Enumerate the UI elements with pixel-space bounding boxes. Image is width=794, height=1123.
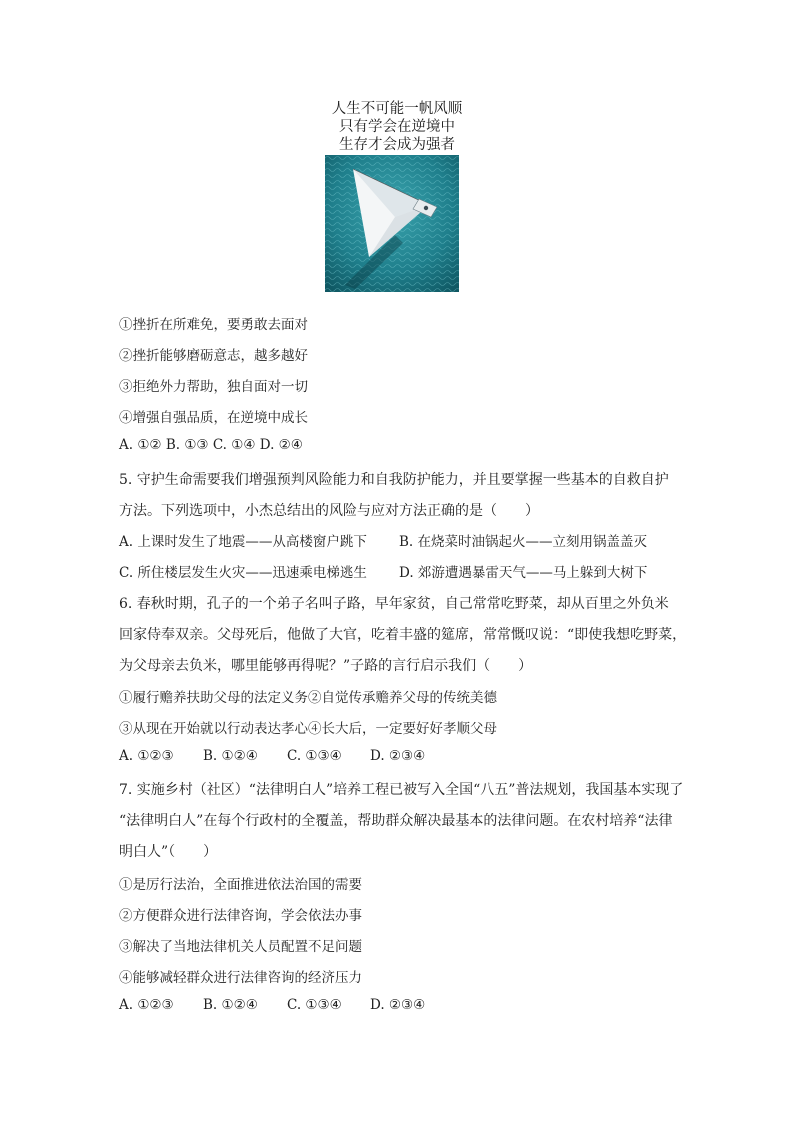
poem-line: 生存才会成为强者 [339,137,455,153]
q5-option-d: D. 郊游遭遇暴雷天气——马上躲到大树下 [399,565,648,581]
q7-option-d: D. ②③④ [370,997,426,1013]
q5-option-c: C. 所住楼层发生火灾——迅速乘电梯逃生 [119,565,367,581]
q4-options: A. ①② B. ①③ C. ①④ D. ②④ [119,437,303,453]
q6-option-d: D. ②③④ [370,748,426,764]
q7-option-c: C. ①③④ [287,997,342,1013]
q7-statement: ③解决了当地法律机关人员配置不足问题 [119,939,362,955]
q6-stem: 回家侍奉双亲。父母死后，他做了大官，吃着丰盛的筵席，常常慨叹说：“即使我想吃野菜， [119,627,687,643]
q6-stem: 6. 春秋时期，孔子的一个弟子名叫子路，早年家贫，自己常常吃野菜，却从百里之外负米 [119,596,669,612]
q7-statement: ④能够减轻群众进行法律咨询的经济压力 [119,970,362,986]
q5-option-b: B. 在烧菜时油锅起火——立刻用锅盖盖灭 [399,534,648,550]
poem-line: 人生不可能一帆风顺 [331,101,463,117]
q6-option-c: C. ①③④ [287,748,342,764]
q6-statement: ①履行赡养扶助父母的法定义务②自觉传承赡养父母的传统美德 [119,690,497,706]
q4-statement: ①挫折在所难免，要勇敢去面对 [119,317,308,333]
q5-stem: 方法。下列选项中，小杰总结出的风险与应对方法正确的是（ ） [119,503,539,519]
q7-stem: “法律明白人”在每个行政村的全覆盖，帮助群众解决最基本的法律问题。在农村培养“法律 [119,813,673,829]
q4-statement: ③拒绝外力帮助，独自面对一切 [119,379,308,395]
poem [0,100,794,154]
q7-statement: ①是厉行法治，全面推进依法治国的需要 [119,877,362,893]
q7-stem: 7. 实施乡村（社区）“法律明白人”培养工程已被写入全国“八五”普法规划，我国基本实现了 [119,782,684,798]
q7-option-b: B. ①②④ [203,997,258,1013]
q6-option-a: A. ①②③ [119,748,174,764]
q6-stem: 为父母亲去负米，哪里能够再得呢？”子路的言行启示我们（ ） [119,658,533,674]
q7-statement: ②方便群众进行法律咨询，学会依法办事 [119,908,362,924]
q5-stem: 5. 守护生命需要我们增强预判风险能力和自我防护能力，并且要掌握一些基本的自救自护 [119,472,669,488]
poem-line: 只有学会在逆境中 [339,119,455,135]
q5-option-a: A. 上课时发生了地震——从高楼窗户跳下 [119,534,367,550]
q6-option-b: B. ①②④ [203,748,258,764]
q7-option-a: A. ①②③ [119,997,174,1013]
sailboat-image [325,155,459,292]
q6-statement: ③从现在开始就以行动表达孝心④长大后，一定要好好孝顺父母 [119,721,497,737]
q4-statement: ④增强自强品质，在逆境中成长 [119,410,308,426]
q7-stem: 明白人”（ ） [119,844,218,860]
q4-statement: ②挫折能够磨砺意志，越多越好 [119,348,308,364]
